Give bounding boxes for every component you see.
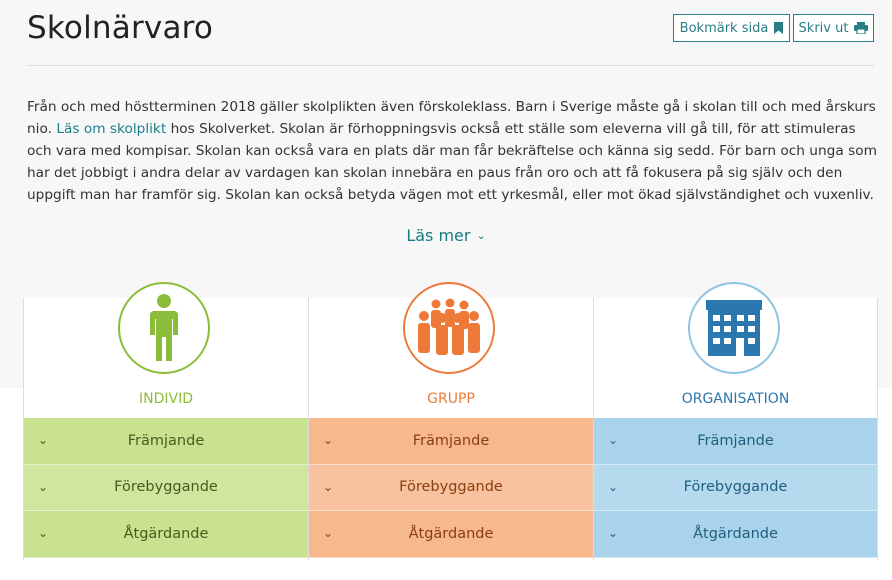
read-more-label: Läs mer	[406, 226, 471, 245]
category-label: ORGANISATION	[681, 391, 790, 407]
row-framjande[interactable]	[309, 418, 593, 465]
chevron-down-icon: ⌄	[323, 479, 334, 494]
row-list	[594, 418, 877, 558]
title-divider	[27, 65, 874, 66]
page-title: Skolnärvaro	[27, 10, 214, 46]
skolplikt-link[interactable]: Läs om skolplikt	[56, 121, 167, 137]
chevron-down-icon: ⌄	[476, 229, 486, 242]
print-label: Skriv ut	[798, 20, 849, 36]
column-individ	[23, 298, 308, 560]
read-more-link[interactable]	[0, 226, 892, 245]
row-atgardande[interactable]	[309, 511, 593, 558]
print-button[interactable]	[793, 14, 874, 42]
chevron-down-icon: ⌄	[608, 433, 619, 447]
individ-icon-circle	[118, 282, 210, 374]
row-list	[309, 418, 593, 558]
row-forebyggande[interactable]	[594, 465, 877, 512]
chevron-down-icon: ⌄	[323, 526, 334, 540]
row-label: Åtgärdande	[693, 525, 778, 542]
row-label: Främjande	[127, 432, 205, 449]
group-icon	[414, 298, 484, 358]
row-label: Förebyggande	[683, 479, 788, 496]
chevron-down-icon: ⌄	[608, 479, 619, 494]
category-label: INDIVID	[139, 391, 193, 407]
column-grupp	[308, 298, 593, 560]
chevron-down-icon: ⌄	[38, 433, 49, 447]
building-icon	[704, 300, 764, 356]
row-forebyggande[interactable]	[24, 465, 308, 512]
intro-text	[27, 96, 877, 206]
person-icon	[144, 293, 184, 363]
row-label: Förebyggande	[114, 479, 218, 496]
column-organisation	[593, 298, 878, 560]
category-label: GRUPP	[427, 391, 475, 407]
row-list	[24, 418, 308, 558]
row-label: Främjande	[412, 432, 490, 449]
bookmark-icon	[774, 22, 783, 34]
row-framjande[interactable]	[24, 418, 308, 465]
chevron-down-icon: ⌄	[323, 433, 334, 447]
chevron-down-icon: ⌄	[38, 526, 49, 540]
row-atgardande[interactable]	[24, 511, 308, 558]
bookmark-button[interactable]	[673, 14, 790, 42]
grupp-icon-circle	[403, 282, 495, 374]
row-label: Förebyggande	[399, 479, 503, 496]
row-forebyggande[interactable]	[309, 465, 593, 512]
intro-text-part: hos Skolverket. Skolan är förhoppningsvis också ett ställe som eleverna vill gå till, för att stimuleras och vara med kompisar. Skolan kan också vara en plats där man får bekräftelse och känna sig sedd. För barn och unga som har det jobbigt i andra delar av vardagen kan skolan innebära en paus från oro och att få fokusera på sig själv och den uppgift man har framför sig. Skolan kan också betyda vägen mot ett yrkesmål, eller mot ökad självständighet och vuxenliv.	[27, 121, 877, 203]
row-label: Åtgärdande	[408, 525, 494, 542]
category-grid	[23, 298, 878, 560]
bookmark-label: Bokmärk sida	[679, 20, 769, 36]
row-label: Främjande	[697, 432, 774, 449]
row-atgardande[interactable]	[594, 511, 877, 558]
print-icon	[854, 22, 868, 34]
row-framjande[interactable]	[594, 418, 877, 465]
organisation-icon-circle	[688, 282, 780, 374]
chevron-down-icon: ⌄	[608, 526, 619, 540]
intro-text-part: Från och med höstterminen 2018 gäller skolplikten även förskoleklass. Barn i Sverige måste gå i skolan till och med årskurs nio.	[27, 99, 876, 137]
chevron-down-icon: ⌄	[38, 479, 49, 494]
row-label: Åtgärdande	[123, 525, 209, 542]
